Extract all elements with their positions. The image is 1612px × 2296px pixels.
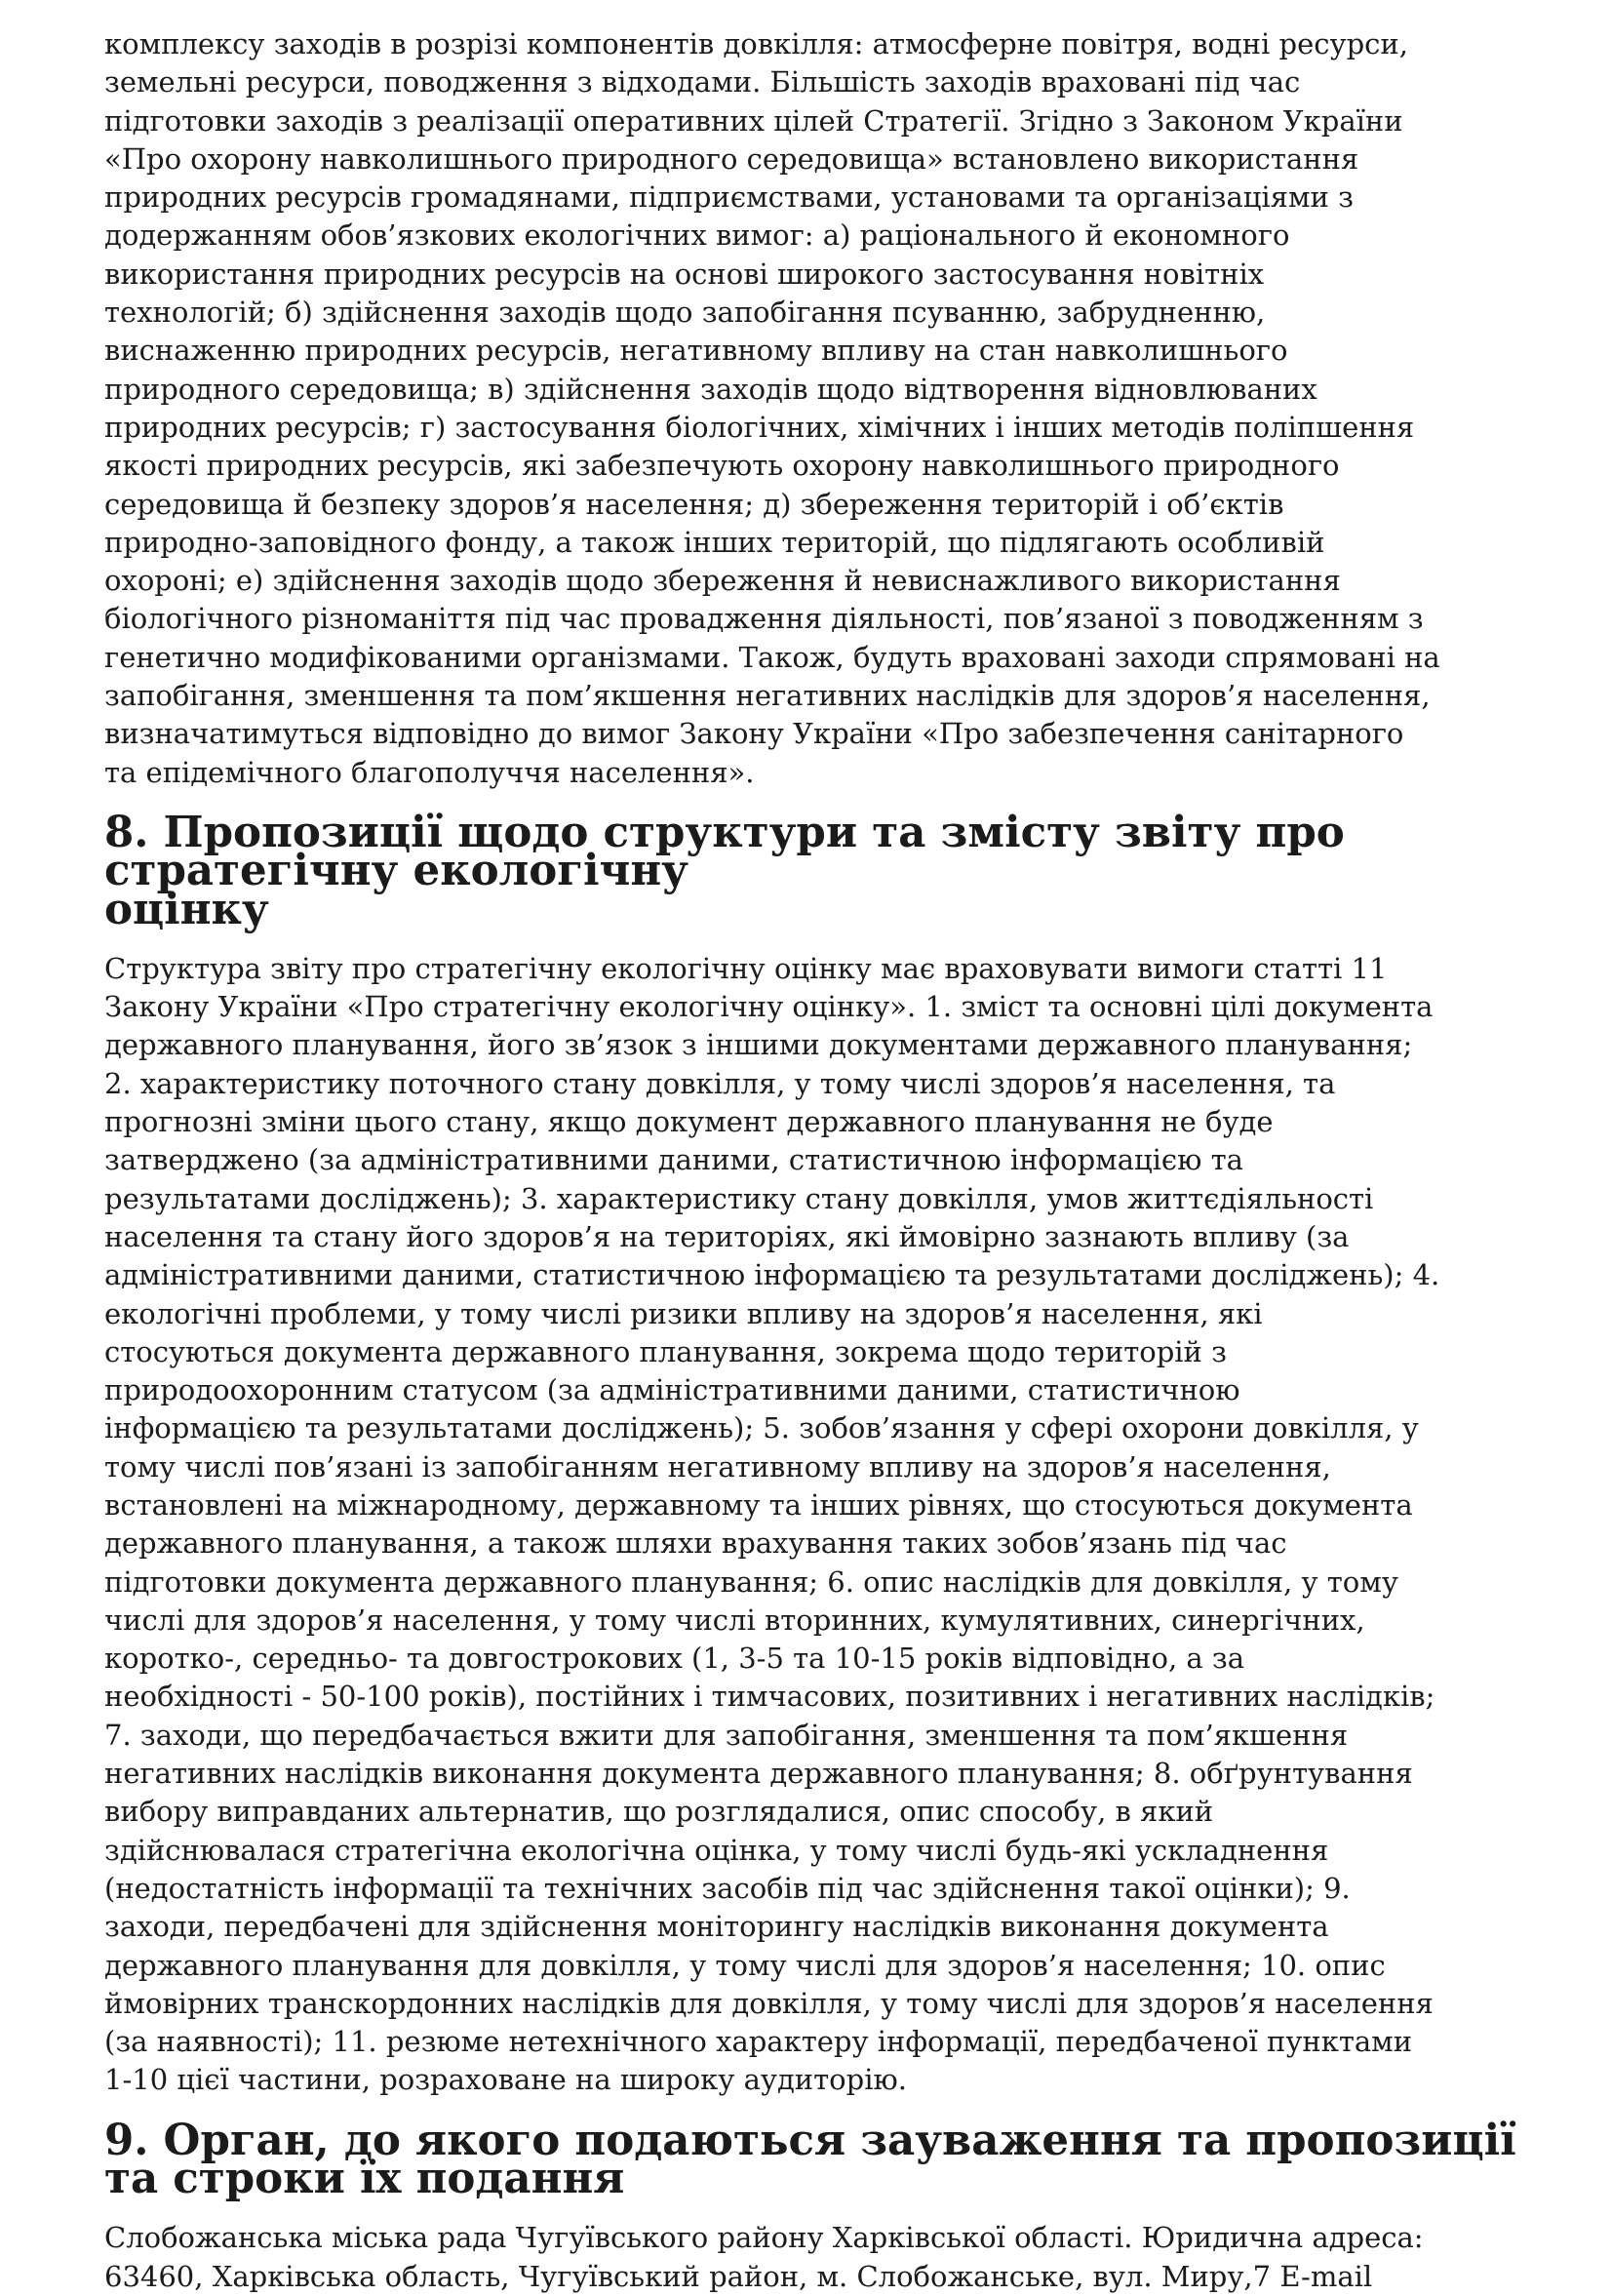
section-9-paragraph: Слобожанська міська рада Чугуївського району Харківської області. Юридична адреса: 63460, Харківська область, Чугуївський район, м. Слобожанське, вул. Миру,7 E-mail xyxy=(104,2221,1424,2293)
document-page xyxy=(104,25,1528,2296)
section-8-heading: 8. Пропозиції щодо структури та змісту звіту про стратегічну екологічну оцінку xyxy=(104,807,1345,934)
section-8-paragraph: Структура звіту про стратегічну екологічну оцінку має враховувати вимоги статті 11 Закону України «Про стратегічну екологічну оцінку». 1. зміст та основні цілі документа державного планування, його зв’язок з іншими документами державного планування; 2. характеристику поточного стану довкілля, у тому числі здоров’я населення, та прогнозні зміни цього стану, якщо документ державного планування не буде затверджено (за адміністративними даними, статистичною інформацією та результатами досліджень); 3. характеристику стану довкілля, умов життєдіяльності населення та стану його здоров’я на територіях, які ймовірно зазнають впливу (за адміністративними даними, статистичною інформацією та результатами досліджень); 4. екологічні проблеми, у тому числі ризики впливу на здоров’я населення, які стосуються документа державного планування, зокрема щодо територій з природоохоронним статусом (за адміністративними даними, статистичною інформацією та результатами досліджень); 5. зобов’язання у сфері охорони довкілля, у тому числі пов’язані із запобіганням негативному впливу на здоров’я населення, встановлені на міжнародному, державному та інших рівнях, що стосуються документа державного планування, а також шляхи врахування таких зобов’язань під час підготовки документа державного планування; 6. опис наслідків для довкілля, у тому числі для здоров’я населення, у тому числі вторинних, кумулятивних, синергічних, коротко-, середньо- та довгострокових (1, 3-5 та 10-15 років відповідно, а за необхідності - 50-100 років), постійних і тимчасових, позитивних і негативних наслідків; 7. заходи, що передбачається вжити для запобігання, зменшення та пом’якшення негативних наслідків виконання документа державного планування; 8. обґрунтування вибору виправданих альтернатив, що розглядалися, опис способу, в який здійснювалася стратегічна екологічна оцінка, у тому числі будь-які ускладнення (недостатність інформації та технічних засобів під час здійснення такої оцінки); 9. заходи, передбачені для здійснення моніторингу наслідків виконання документа державного планування для довкілля, у тому числі для здоров’я населення; 10. опис ймовірних транскордонних наслідків для довкілля, у тому числі для здоров’я населення (за наявності); 11. резюме нетехнічного характеру інформації, передбаченої пунктами 1-10 цієї частини, розраховане на широку аудиторію. xyxy=(104,951,1440,2097)
section-9-heading: 9. Орган, до якого подаються зауваження та пропозиції та строки їх подання xyxy=(104,2115,1516,2204)
intro-paragraph: комплексу заходів в розрізі компонентів довкілля: атмосферне повітря, водні ресурси, земельні ресурси, поводження з відходами. Більшість заходів враховані під час підготовки заходів з реалізації оперативних цілей Стратегії. Згідно з Законом України «Про охорону навколишнього природного середовища» встановлено використання природних ресурсів громадянами, підприємствами, установами та організаціями з додержанням обов’язкових екологічних вимог: а) раціонального й економного використання природних ресурсів на основі широкого застосування новітніх технологій; б) здійснення заходів щодо запобігання псуванню, забрудненню, виснаженню природних ресурсів, негативному впливу на стан навколишнього природного середовища; в) здійснення заходів щодо відтворення відновлюваних природних ресурсів; г) застосування біологічних, хімічних і інших методів поліпшення якості природних ресурсів, які забезпечують охорону навколишнього природного середовища й безпеку здоров’я населення; д) збереження територій і об’єктів природно-заповідного фонду, а також інших територій, що підлягають особливій охороні; е) здійснення заходів щодо збереження й невиснажливого використання біологічного різноманіття під час провадження діяльності, пов’язаної з поводженням з генетично модифікованими організмами. Також, будуть враховані заходи спрямовані на запобігання, зменшення та пом’якшення негативних наслідків для здоров’я населення, визначатимуться відповідно до вимог Закону України «Про забезпечення санітарного та епідемічного благополуччя населення». xyxy=(104,27,1440,789)
